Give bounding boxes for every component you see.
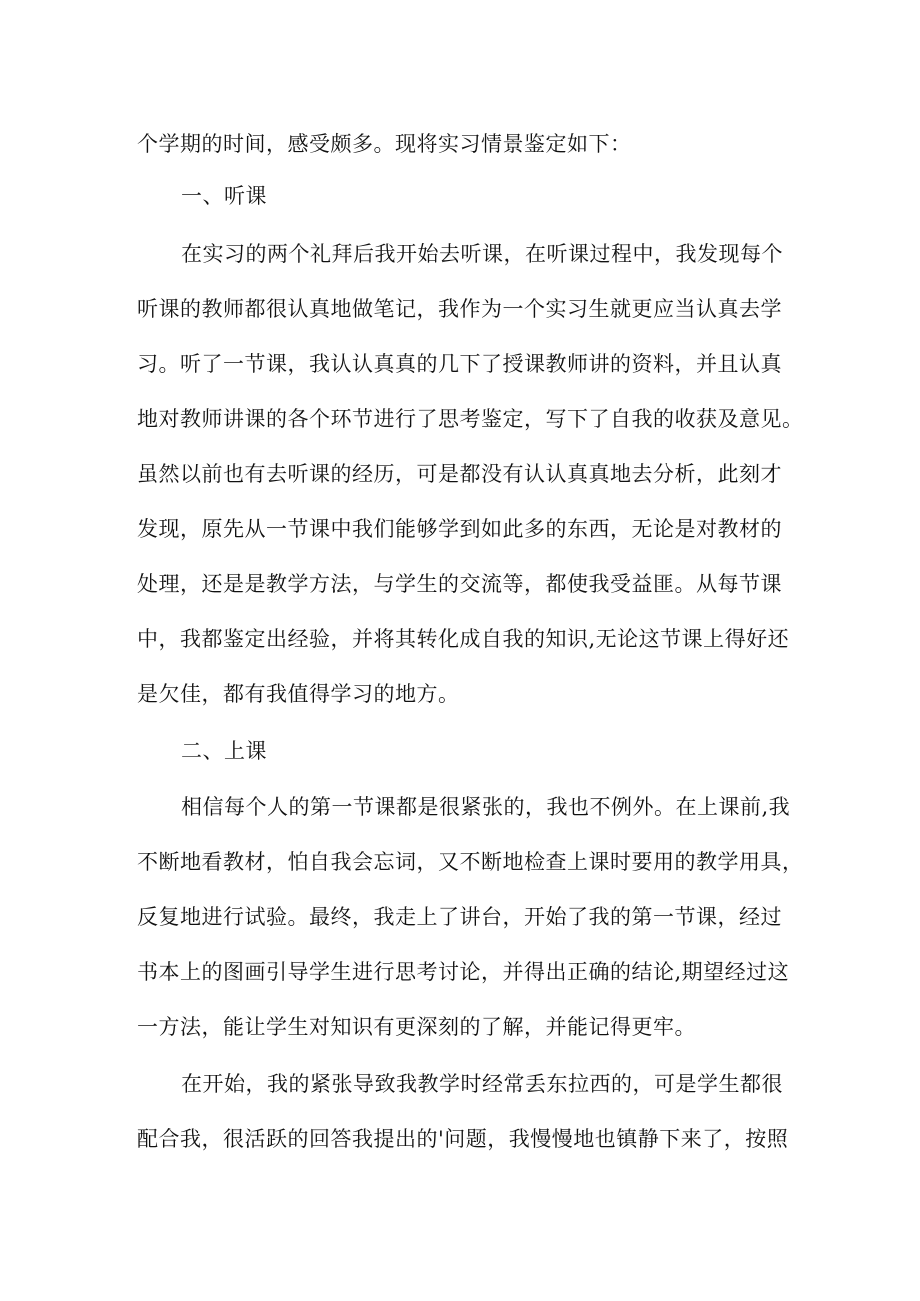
text-line: 配合我，很活跃的回答我提出的'问题，我慢慢地也镇静下来了，按照: [137, 1127, 789, 1151]
section-heading: 一、听课: [181, 184, 267, 208]
text-line: 习。听了一节课，我认认真真的几下了授课教师讲的资料，并且认真: [137, 352, 782, 376]
text-line: 反复地进行试验。最终，我走上了讲台，开始了我的第一节课，经过: [137, 905, 782, 929]
text-line: 相信每个人的第一节课都是很紧张的，我也不例外。在上课前,我: [181, 795, 791, 819]
text-line: 发现，原先从一节课中我们能够学到如此多的东西，无论是对教材的: [137, 517, 782, 541]
text-line: 一方法，能让学生对知识有更深刻的了解，并能记得更牢。: [137, 1015, 696, 1039]
text-line: 是欠佳，都有我值得学习的地方。: [137, 682, 460, 706]
text-line: 在实习的两个礼拜后我开始去听课，在听课过程中，我发现每个: [181, 242, 783, 266]
text-line: 地对教师讲课的各个环节进行了思考鉴定，写下了自我的收获及意见。: [137, 407, 804, 431]
text-line: 虽然以前也有去听课的经历，可是都没有认认真真地去分析，此刻才: [137, 462, 782, 486]
text-line: 处理，还是是教学方法，与学生的交流等，都使我受益匪。从每节课: [137, 572, 782, 596]
text-line: 个学期的时间，感受颇多。现将实习情景鉴定如下：: [137, 132, 632, 156]
text-line: 在开始，我的紧张导致我教学时经常丢东拉西的，可是学生都很: [181, 1072, 783, 1096]
text-line: 听课的教师都很认真地做笔记，我作为一个实习生就更应当认真去学: [137, 297, 782, 321]
section-heading: 二、上课: [181, 739, 267, 763]
text-line: 中，我都鉴定出经验，并将其转化成自我的知识,无论这节课上得好还: [137, 627, 790, 651]
text-line: 不断地看教材，怕自我会忘词，又不断地检查上课时要用的教学用具，: [137, 850, 804, 874]
text-line: 书本上的图画引导学生进行思考讨论，并得出正确的结论,期望经过这: [137, 960, 790, 984]
